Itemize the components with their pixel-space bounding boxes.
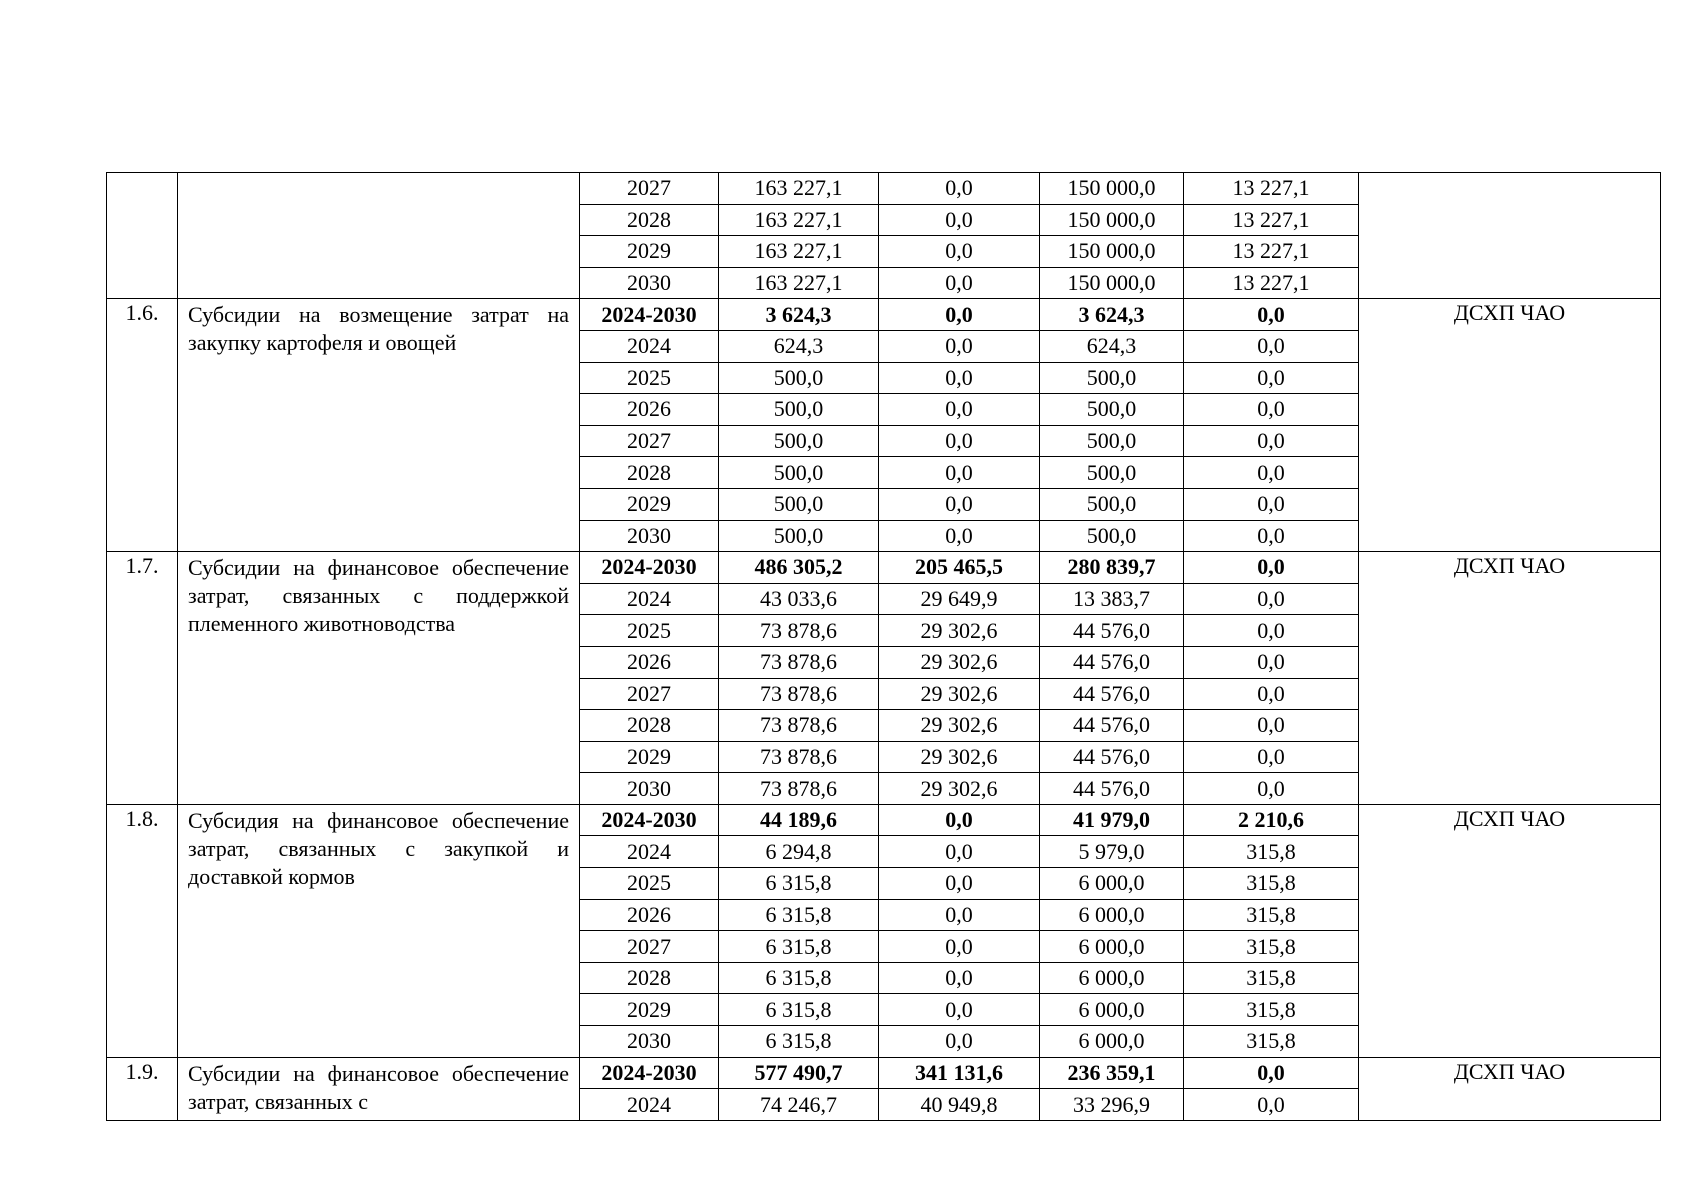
total-cell: 74 246,7 <box>719 1089 879 1121</box>
other-source-cell: 0,0 <box>1184 646 1359 678</box>
period-cell: 2024 <box>580 836 719 868</box>
federal-budget-cell: 0,0 <box>879 204 1040 236</box>
period-cell: 2030 <box>580 773 719 805</box>
regional-budget-cell: 500,0 <box>1040 520 1184 552</box>
table-row <box>107 1057 1661 1089</box>
period-cell: 2024-2030 <box>580 552 719 584</box>
period-cell: 2026 <box>580 646 719 678</box>
federal-budget-cell: 0,0 <box>879 299 1040 331</box>
executor-cell: ДСХП ЧАО <box>1359 299 1661 552</box>
total-cell: 624,3 <box>719 330 879 362</box>
total-cell: 6 315,8 <box>719 868 879 900</box>
regional-budget-cell: 280 839,7 <box>1040 552 1184 584</box>
regional-budget-cell: 44 576,0 <box>1040 710 1184 742</box>
period-cell: 2029 <box>580 236 719 268</box>
total-cell: 73 878,6 <box>719 678 879 710</box>
total-cell: 73 878,6 <box>719 741 879 773</box>
executor-cell: ДСХП ЧАО <box>1359 804 1661 1057</box>
period-cell: 2030 <box>580 520 719 552</box>
period-cell: 2026 <box>580 899 719 931</box>
total-cell: 500,0 <box>719 394 879 426</box>
total-cell: 73 878,6 <box>719 646 879 678</box>
regional-budget-cell: 44 576,0 <box>1040 615 1184 647</box>
other-source-cell: 13 227,1 <box>1184 267 1359 299</box>
other-source-cell: 315,8 <box>1184 868 1359 900</box>
total-cell: 500,0 <box>719 488 879 520</box>
budget-table <box>106 172 1661 1121</box>
regional-budget-cell: 13 383,7 <box>1040 583 1184 615</box>
item-number-cell: 1.6. <box>107 299 178 552</box>
total-cell: 500,0 <box>719 362 879 394</box>
federal-budget-cell: 0,0 <box>879 868 1040 900</box>
total-cell: 6 315,8 <box>719 1026 879 1058</box>
total-cell: 577 490,7 <box>719 1057 879 1089</box>
federal-budget-cell: 0,0 <box>879 330 1040 362</box>
other-source-cell: 0,0 <box>1184 615 1359 647</box>
item-name-cell <box>178 173 580 299</box>
other-source-cell: 0,0 <box>1184 362 1359 394</box>
table-row <box>107 173 1661 205</box>
regional-budget-cell: 6 000,0 <box>1040 868 1184 900</box>
table-row <box>107 299 1661 331</box>
federal-budget-cell: 0,0 <box>879 488 1040 520</box>
other-source-cell: 0,0 <box>1184 710 1359 742</box>
federal-budget-cell: 205 465,5 <box>879 552 1040 584</box>
other-source-cell: 315,8 <box>1184 931 1359 963</box>
regional-budget-cell: 150 000,0 <box>1040 173 1184 205</box>
other-source-cell: 0,0 <box>1184 394 1359 426</box>
regional-budget-cell: 624,3 <box>1040 330 1184 362</box>
period-cell: 2024 <box>580 1089 719 1121</box>
item-name-cell: Субсидии на возмещение затрат на закупку картофеля и овощей <box>178 299 580 552</box>
other-source-cell: 0,0 <box>1184 583 1359 615</box>
federal-budget-cell: 0,0 <box>879 931 1040 963</box>
federal-budget-cell: 0,0 <box>879 836 1040 868</box>
period-cell: 2024-2030 <box>580 804 719 836</box>
total-cell: 486 305,2 <box>719 552 879 584</box>
executor-cell <box>1359 173 1661 299</box>
item-number-cell: 1.8. <box>107 804 178 1057</box>
regional-budget-cell: 44 576,0 <box>1040 678 1184 710</box>
total-cell: 6 315,8 <box>719 931 879 963</box>
regional-budget-cell: 5 979,0 <box>1040 836 1184 868</box>
regional-budget-cell: 44 576,0 <box>1040 773 1184 805</box>
other-source-cell: 0,0 <box>1184 299 1359 331</box>
period-cell: 2027 <box>580 425 719 457</box>
federal-budget-cell: 0,0 <box>879 173 1040 205</box>
period-cell: 2029 <box>580 488 719 520</box>
federal-budget-cell: 0,0 <box>879 804 1040 836</box>
total-cell: 6 315,8 <box>719 994 879 1026</box>
total-cell: 163 227,1 <box>719 173 879 205</box>
federal-budget-cell: 29 302,6 <box>879 646 1040 678</box>
other-source-cell: 13 227,1 <box>1184 173 1359 205</box>
total-cell: 163 227,1 <box>719 236 879 268</box>
federal-budget-cell: 29 302,6 <box>879 710 1040 742</box>
regional-budget-cell: 500,0 <box>1040 362 1184 394</box>
regional-budget-cell: 6 000,0 <box>1040 1026 1184 1058</box>
other-source-cell: 13 227,1 <box>1184 204 1359 236</box>
federal-budget-cell: 0,0 <box>879 425 1040 457</box>
other-source-cell: 0,0 <box>1184 773 1359 805</box>
item-name-cell: Субсидии на финансовое обеспечение затрат, связанных с <box>178 1057 580 1120</box>
other-source-cell: 315,8 <box>1184 836 1359 868</box>
federal-budget-cell: 0,0 <box>879 994 1040 1026</box>
regional-budget-cell: 150 000,0 <box>1040 267 1184 299</box>
other-source-cell: 0,0 <box>1184 1057 1359 1089</box>
total-cell: 6 294,8 <box>719 836 879 868</box>
total-cell: 43 033,6 <box>719 583 879 615</box>
other-source-cell: 0,0 <box>1184 552 1359 584</box>
other-source-cell: 315,8 <box>1184 994 1359 1026</box>
other-source-cell: 315,8 <box>1184 962 1359 994</box>
regional-budget-cell: 150 000,0 <box>1040 204 1184 236</box>
federal-budget-cell: 341 131,6 <box>879 1057 1040 1089</box>
table-row <box>107 804 1661 836</box>
table-row <box>107 552 1661 584</box>
period-cell: 2028 <box>580 457 719 489</box>
period-cell: 2028 <box>580 962 719 994</box>
period-cell: 2025 <box>580 615 719 647</box>
total-cell: 73 878,6 <box>719 615 879 647</box>
period-cell: 2028 <box>580 710 719 742</box>
other-source-cell: 0,0 <box>1184 457 1359 489</box>
total-cell: 3 624,3 <box>719 299 879 331</box>
regional-budget-cell: 500,0 <box>1040 488 1184 520</box>
total-cell: 163 227,1 <box>719 267 879 299</box>
regional-budget-cell: 3 624,3 <box>1040 299 1184 331</box>
period-cell: 2026 <box>580 394 719 426</box>
federal-budget-cell: 0,0 <box>879 394 1040 426</box>
total-cell: 500,0 <box>719 520 879 552</box>
federal-budget-cell: 40 949,8 <box>879 1089 1040 1121</box>
federal-budget-cell: 0,0 <box>879 236 1040 268</box>
regional-budget-cell: 6 000,0 <box>1040 994 1184 1026</box>
federal-budget-cell: 0,0 <box>879 899 1040 931</box>
regional-budget-cell: 44 576,0 <box>1040 646 1184 678</box>
executor-cell: ДСХП ЧАО <box>1359 1057 1661 1120</box>
total-cell: 163 227,1 <box>719 204 879 236</box>
federal-budget-cell: 0,0 <box>879 362 1040 394</box>
total-cell: 500,0 <box>719 457 879 489</box>
regional-budget-cell: 500,0 <box>1040 425 1184 457</box>
regional-budget-cell: 44 576,0 <box>1040 741 1184 773</box>
federal-budget-cell: 29 302,6 <box>879 615 1040 647</box>
other-source-cell: 0,0 <box>1184 425 1359 457</box>
period-cell: 2030 <box>580 267 719 299</box>
other-source-cell: 0,0 <box>1184 488 1359 520</box>
federal-budget-cell: 0,0 <box>879 520 1040 552</box>
regional-budget-cell: 6 000,0 <box>1040 899 1184 931</box>
period-cell: 2024-2030 <box>580 1057 719 1089</box>
period-cell: 2027 <box>580 678 719 710</box>
total-cell: 44 189,6 <box>719 804 879 836</box>
other-source-cell: 0,0 <box>1184 330 1359 362</box>
executor-cell: ДСХП ЧАО <box>1359 552 1661 805</box>
total-cell: 73 878,6 <box>719 710 879 742</box>
table-body <box>107 173 1661 1121</box>
total-cell: 6 315,8 <box>719 962 879 994</box>
other-source-cell: 0,0 <box>1184 678 1359 710</box>
regional-budget-cell: 6 000,0 <box>1040 931 1184 963</box>
item-name-cell: Субсидия на финансовое обеспечение затрат, связанных с закупкой и доставкой кормов <box>178 804 580 1057</box>
other-source-cell: 315,8 <box>1184 1026 1359 1058</box>
federal-budget-cell: 0,0 <box>879 267 1040 299</box>
item-name-cell: Субсидии на финансовое обеспечение затрат, связанных с поддержкой племенного животноводства <box>178 552 580 805</box>
regional-budget-cell: 41 979,0 <box>1040 804 1184 836</box>
federal-budget-cell: 29 302,6 <box>879 678 1040 710</box>
federal-budget-cell: 29 649,9 <box>879 583 1040 615</box>
regional-budget-cell: 236 359,1 <box>1040 1057 1184 1089</box>
period-cell: 2024 <box>580 330 719 362</box>
period-cell: 2024-2030 <box>580 299 719 331</box>
total-cell: 500,0 <box>719 425 879 457</box>
federal-budget-cell: 29 302,6 <box>879 741 1040 773</box>
period-cell: 2029 <box>580 741 719 773</box>
regional-budget-cell: 500,0 <box>1040 457 1184 489</box>
period-cell: 2024 <box>580 583 719 615</box>
other-source-cell: 315,8 <box>1184 899 1359 931</box>
period-cell: 2027 <box>580 173 719 205</box>
regional-budget-cell: 6 000,0 <box>1040 962 1184 994</box>
other-source-cell: 13 227,1 <box>1184 236 1359 268</box>
total-cell: 6 315,8 <box>719 899 879 931</box>
total-cell: 73 878,6 <box>719 773 879 805</box>
regional-budget-cell: 150 000,0 <box>1040 236 1184 268</box>
federal-budget-cell: 0,0 <box>879 1026 1040 1058</box>
federal-budget-cell: 29 302,6 <box>879 773 1040 805</box>
other-source-cell: 0,0 <box>1184 741 1359 773</box>
regional-budget-cell: 33 296,9 <box>1040 1089 1184 1121</box>
period-cell: 2025 <box>580 362 719 394</box>
regional-budget-cell: 500,0 <box>1040 394 1184 426</box>
item-number-cell: 1.7. <box>107 552 178 805</box>
period-cell: 2027 <box>580 931 719 963</box>
period-cell: 2025 <box>580 868 719 900</box>
other-source-cell: 0,0 <box>1184 520 1359 552</box>
period-cell: 2029 <box>580 994 719 1026</box>
other-source-cell: 0,0 <box>1184 1089 1359 1121</box>
other-source-cell: 2 210,6 <box>1184 804 1359 836</box>
item-number-cell <box>107 173 178 299</box>
federal-budget-cell: 0,0 <box>879 457 1040 489</box>
period-cell: 2030 <box>580 1026 719 1058</box>
period-cell: 2028 <box>580 204 719 236</box>
federal-budget-cell: 0,0 <box>879 962 1040 994</box>
item-number-cell: 1.9. <box>107 1057 178 1120</box>
